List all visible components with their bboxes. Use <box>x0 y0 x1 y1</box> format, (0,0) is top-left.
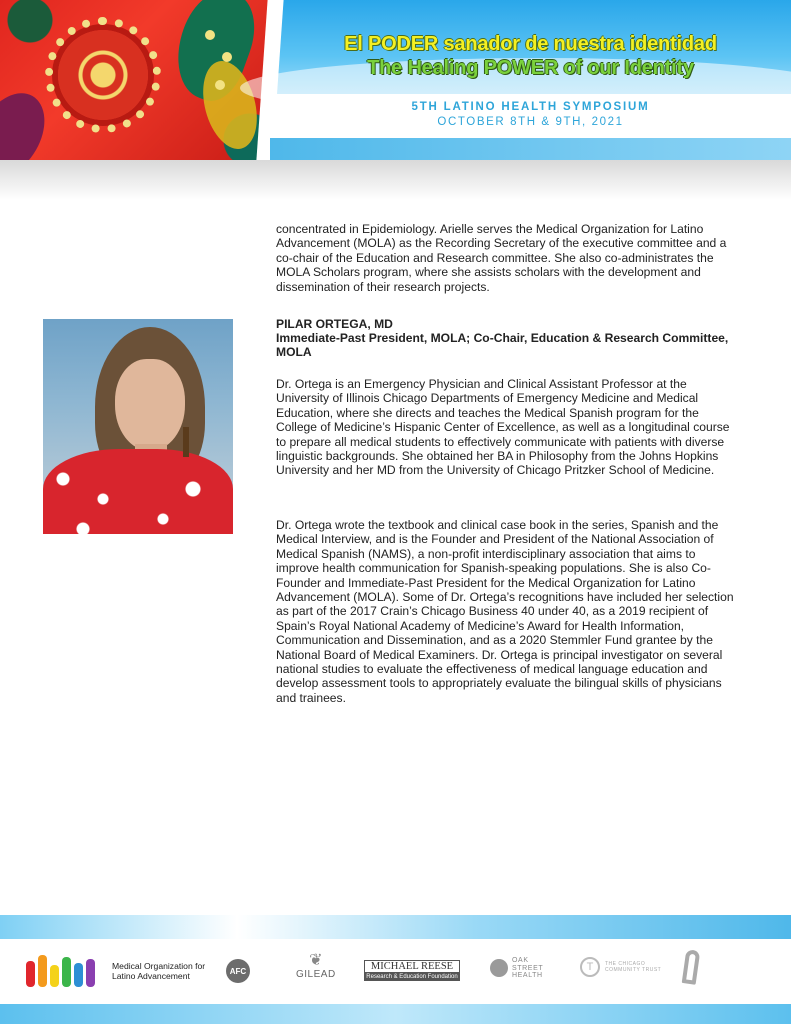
symposium-name: 5TH LATINO HEALTH SYMPOSIUM <box>411 101 650 113</box>
gilead-logo: ❦ GILEAD <box>296 952 336 980</box>
symposium-dates: OCTOBER 8TH & 9TH, 2021 <box>437 116 624 128</box>
footer-stripe-top <box>0 915 791 939</box>
afc-logo: AFC <box>226 959 250 983</box>
bio-paragraph-1: Dr. Ortega is an Emergency Physician and Clinical Assistant Professor at the University of Illinois Chicago Departments of Emergency Medicine and Medical Education, where she directs and teaches the Medical Spanish program for the College of Medicine’s Hispanic Center of Excellence, as well as a longitudinal course to prepare all medical students to effectively communicate with patients with diverse linguistic backgrounds. She obtained her BA in Philosophy from the Johns Hopkins University and her MD from the University of Chicago Pritzker School of Medicine. <box>276 377 730 478</box>
mola-logo <box>22 953 106 991</box>
michael-reese-logo: MICHAEL REESE Research & Education Foundation <box>364 960 460 981</box>
intro-paragraph: concentrated in Epidemiology. Arielle serves the Medical Organization for Latino Advancement (MOLA) as the Recording Secretary of the executive committee and a co-chair of the Education and Research committee. She also co-administrates the MOLA Scholars program, where she assists scholars with the development and dissemination of their research projects. <box>276 222 727 294</box>
title-english: The Healing POWER of our Identity <box>367 57 694 79</box>
gilead-leaf-icon: ❦ <box>309 952 323 969</box>
trust-emblem-icon: T <box>580 957 600 977</box>
header-artwork <box>0 0 270 160</box>
chicago-community-trust-logo: T THE CHICAGO COMMUNITY TRUST <box>580 957 661 977</box>
header-banner <box>0 0 791 160</box>
oak-tree-icon <box>490 959 508 977</box>
title-spanish: El PODER sanador de nuestra identidad <box>344 33 717 55</box>
speaker-role: Immediate-Past President, MOLA; Co-Chair, Education & Research Committee, MOLA <box>276 331 729 360</box>
speaker-name: PILAR ORTEGA, MD <box>276 317 393 331</box>
footer-stripe-bottom <box>0 1004 791 1024</box>
sponsor-logos <box>0 945 791 1000</box>
awareness-ribbon-icon <box>682 949 701 985</box>
ribbon-logo <box>684 950 698 984</box>
mola-logo-text: Medical Organization for Latino Advancement <box>112 961 206 981</box>
bio-paragraph-2: Dr. Ortega wrote the textbook and clinical case book in the series, Spanish and the Medical Interview, and is the Founder and President of the National Association of Medical Spanish (NAMS), a non-profit interdisciplinary association that aims to improve health communication for Spanish-speaking populations. She is also Co-Founder and Immediate-Past President for the Medical Organization for Latino Advancement (MOLA). Some of Dr. Ortega’s recognitions have included her selection as part of the 2017 Crain’s Chicago Business 40 under 40, as a 2019 recipient of Spain’s Royal National Academy of Medicine’s Award for Health Information, Communication and Dissemination, and as a 2020 Stemmler Fund grantee by the National Board of Medical Examiners. Dr. Ortega is principal investigator on several national studies to evaluate the effectiveness of medical language education and develop assessment tools to appropriately evaluate the bilingual skills of physicians and trainees. <box>276 518 734 705</box>
speaker-photo <box>43 319 233 534</box>
oak-street-health-logo: OAK STREET HEALTH <box>490 957 543 980</box>
